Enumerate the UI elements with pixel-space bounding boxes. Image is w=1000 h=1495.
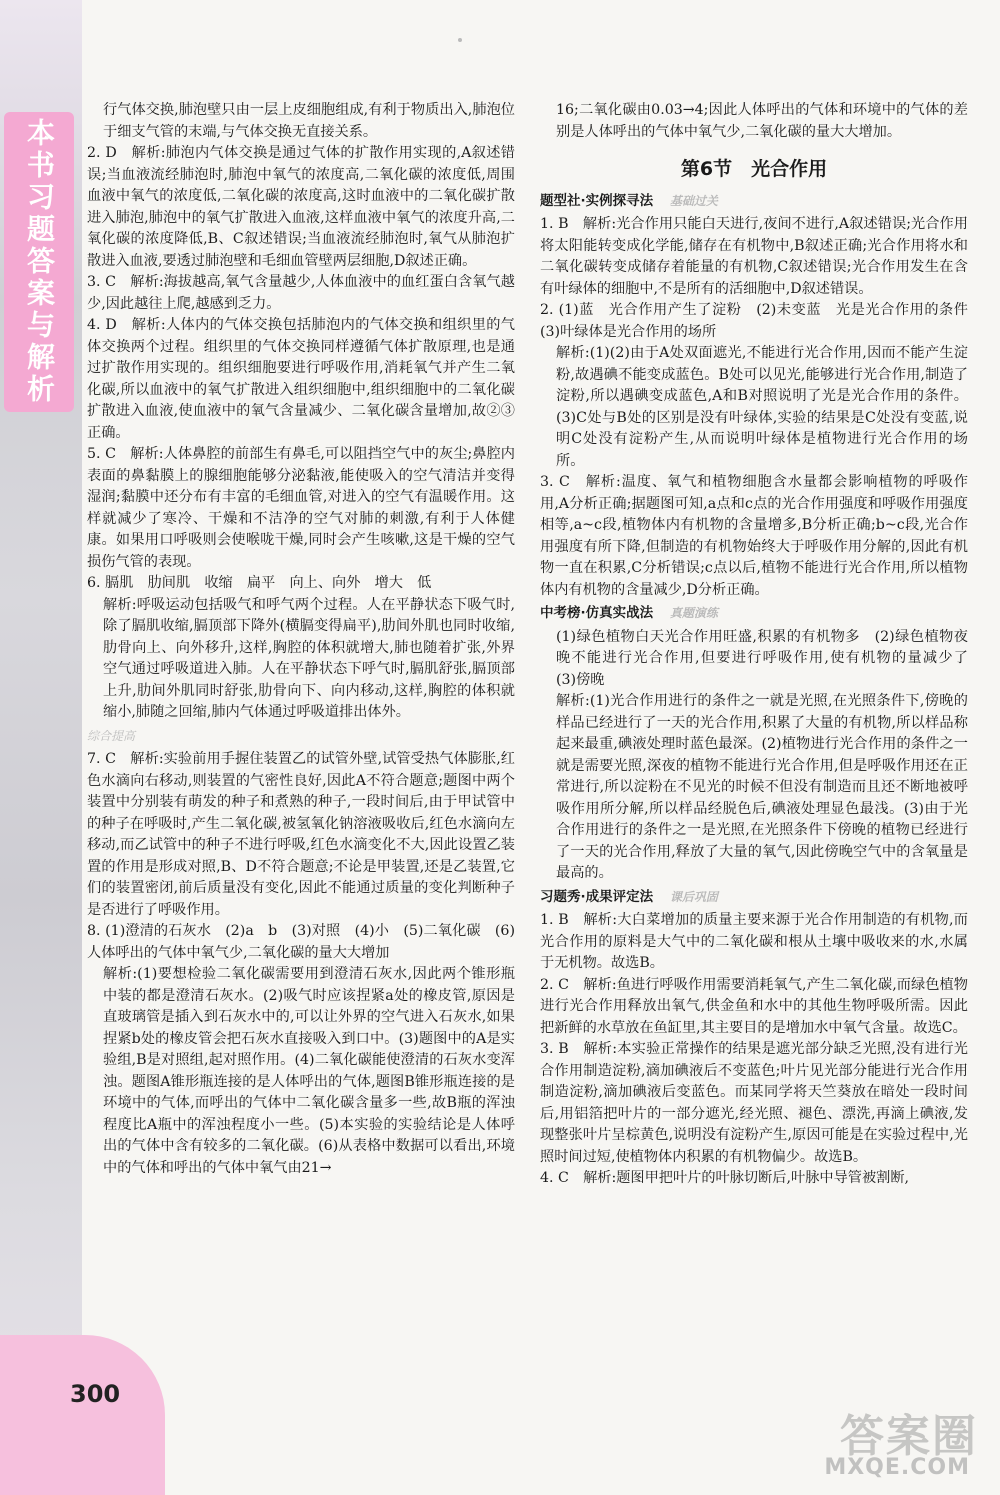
answer-2: 2. D 解析:肺泡内气体交换是通过气体的扩散作用实现的,A叙述错误;当血液流经肺泡时,肺泡中氧气的浓度高,二氧化碳的浓度低,周围血液中氧气的浓度低,二氧化碳的浓度高,这时血液中的二氧化碳扩散进入肺泡,肺泡中的氧气扩散进入血液,这样血液中氧气的浓度升高,二氧化碳的浓度降低,B、C叙述错误;当血液流经肺泡时,氧气从肺泡扩散进入血液,要透过肺泡壁和毛细血管壁两层细胞,D叙述正确。 [87, 145, 515, 269]
answer-4: 4. D 解析:人体内的气体交换包括肺泡内的气体交换和组织里的气体交换两个过程。组织里的气体交换同样遵循气体扩散原理,也是通过扩散作用实现的。组织细胞要进行呼吸作用,消耗氧气并产生二氧化碳,所以血液中的氧气扩散进入组织细胞中,组织细胞中的二氧化碳扩散进入血液,使血液中的氧气含量减少、二氧化碳含量增加,故②③正确。 [87, 317, 515, 441]
subsection-tag: 真题演练 [669, 606, 718, 620]
subsection-title: 习题秀·成果评定法 [540, 888, 654, 905]
answer-1: 1. B 解析:大白菜增加的质量主要来源于光合作用制造的有机物,而光合作用的原料是大气中的二氧化碳和根从土壤中吸收来的水,水属于无机物。故选B。 [540, 912, 968, 971]
left-paragraph: 行气体交换,肺泡壁只由一层上皮细胞组成,有利于物质出入,肺泡位于细支气管的末端,与气体交换无直接关系。 [103, 102, 515, 140]
answer-8: 8. (1)澄清的石灰水 (2)a b (3)对照 (4)小 (5)二氧化碳 (6)人体呼出的气体中氧气少,二氧化碳的量大大增加 [87, 923, 515, 961]
answer-8-analysis: 解析:(1)要想检验二氧化碳需要用到澄清石灰水,因此两个锥形瓶中装的都是澄清石灰水。(2)吸气时应该捏紧a处的橡皮管,原因是直玻璃管是插入到石灰水中的,可以让外界的空气进入石灰水,如果捏紧b处的橡皮管会把石灰水直接吸入到口中。(3)题图中的A是实验组,B是对照组,起对照作用。(4)二氧化碳能使澄清的石灰水变浑浊。题图A锥形瓶连接的是人体呼出的气体,题图B锥形瓶连接的是环境中的气体,而呼出的气体中二氧化碳含量多一些,故B瓶的浑浊程度比A瓶中的浑浊程度小一些。(5)本实验的实验结论是人体呼出的气体中含有较多的二氧化碳。(6)从表格中数据可以看出,环境中的气体和呼出的气体中氧气由21→ [103, 966, 515, 1176]
subsection-heading [540, 887, 968, 909]
spine-text: 本书习题答案与解析 [23, 118, 56, 406]
answer-3: 3. B 解析:本实验正常操作的结果是遮光部分缺乏光照,没有进行光合作用制造淀粉,滴加碘液后不变蓝色;叶片见光部分能进行光合作用制造淀粉,滴加碘液后变蓝色。而某同学将天竺葵放在暗处一段时间后,用铝箔把叶片的一部分遮光,经光照、褪色、漂洗,再滴上碘液,发现整张叶片呈棕黄色,说明没有淀粉产生,原因可能是在实验过程中,光照时间过短,使植物体内积累的有机物偏少。故选B。 [540, 1041, 968, 1165]
answer-3: 3. C 解析:温度、氧气和植物细胞含水量都会影响植物的呼吸作用,A分析正确;据题图可知,a点和c点的光合作用强度和呼吸作用强度相等,a~c段,植物体内有机物的含量增多,B分析正确;b~c段,光合作用强度有所下降,但制造的有机物始终大于呼吸作用分解的,因此有机物一直在积累,C分析错误;c点以后,植物不能进行光合作用,所以植物体内有机物的含量减少,D分析正确。 [540, 474, 968, 598]
watermark-logo: 答案圈 [840, 1411, 978, 1462]
subsection-heading [540, 603, 968, 625]
page-dot [458, 38, 462, 42]
sidebar [0, 0, 82, 1495]
right-column [540, 100, 983, 1190]
left-column [87, 100, 515, 1179]
subsection-title: 中考榜·仿真实战法 [540, 605, 654, 621]
subsection-heading [540, 191, 968, 213]
answer-7: 7. C 解析:实验前用手握住装置乙的试管外壁,试管受热气体膨胀,红色水滴向右移动,则装置的气密性良好,因此A不符合题意;题图中两个装置中分别装有萌发的种子和煮熟的种子,一段时间后,由于甲试管中的种子在呼吸时,产生二氧化碳,被氢氧化钠溶液吸收后,红色水滴向左移动,而乙试管中的种子不进行呼吸,红色水滴变化不大,因此设置乙装置的作用是形成对照,B、D不符合题意;不论是甲装置,还是乙装置,它们的装置密闭,前后质量没有变化,因此不能通过质量的变化判断种子是否进行了呼吸作用。 [87, 751, 515, 918]
answer-2: 2. (1)蓝 光合作用产生了淀粉 (2)未变蓝 光是光合作用的条件 (3)叶绿体是光合作用的场所 [540, 302, 983, 340]
section-title: 第6节 光合作用 [680, 158, 828, 180]
answer-2-analysis: 解析:(1)(2)由于A处双面遮光,不能进行光合作用,因而不能产生淀粉,故遇碘不能变成蓝色。B处可以见光,能够进行光合作用,制造了淀粉,所以遇碘变成蓝色,A和B对照说明了光是光合作用的条件。(3)C处与B处的区别是没有叶绿体,实验的结果是C处没有变蓝,说明C处没有淀粉产生,从而说明叶绿体是植物进行光合作用的场所。 [556, 345, 968, 469]
corner-decoration [0, 1335, 165, 1495]
answer-6-analysis: 解析:呼吸运动包括吸气和呼气两个过程。人在平静状态下吸气时,除了膈肌收缩,膈顶部下降外(横膈变得扁平),肋间外肌也同时收缩,肋骨向上、向外移升,这样,胸腔的体积就增大,肺也随着扩张,外界空气通过呼吸道进入肺。人在平静状态下呼气时,膈肌舒张,膈顶部上升,肋间外肌同时舒张,肋骨向下、向内移动,这样,胸腔的体积就缩小,肺随之回缩,肺内气体通过呼吸道排出体外。 [103, 596, 515, 720]
answer-5: 5. C 解析:人体鼻腔的前部生有鼻毛,可以阻挡空气中的灰尘;鼻腔内表面的鼻黏膜上的腺细胞能够分泌黏液,能使吸入的空气清洁并变得湿润;黏膜中还分布有丰富的毛细血管,对进入的空气有温暖作用。这样就减少了寒冷、干燥和不洁净的空气对肺的刺激,有利于人体健康。如果用口呼吸则会使喉咙干燥,同时会产生咳嗽,这是干燥的空气损伤气管的表现。 [87, 446, 515, 570]
subsection-tag: 基础过关 [669, 193, 718, 208]
answer-3: 3. C 解析:海拔越高,氧气含量越少,人体血液中的血红蛋白含氧气越少,因此越往上爬,越感到乏力。 [87, 274, 515, 312]
answer-exam-analysis: 解析:(1)光合作用进行的条件之一就是光照,在光照条件下,傍晚的样品已经进行了一天的光合作用,积累了大量的有机物,所以样品称起来最重,碘液处理时蓝色最深。(2)植物进行光合作用的条件之一就是需要光照,深夜的植物不能进行光合作用,但是呼吸作用还在正常进行,所以淀粉在不见光的时候不但没有制造而且还不断地被呼吸作用所分解,所以样品经脱色后,碘液处理显色最浅。(3)由于光合作用进行的条件之一是光照,在光照条件下傍晚的植物已经进行了一天的光合作用,释放了大量的氧气,因此傍晚空气中的含氧量是最高的。 [556, 693, 968, 881]
answer-1: 1. B 解析:光合作用只能白天进行,夜间不进行,A叙述错误;光合作用将太阳能转变成化学能,储存在有机物中,B叙述正确;光合作用将水和二氧化碳转变成储存着能量的有机物,C叙述错误;光合作用发生在含有叶绿体的细胞中,不是所有的活细胞中,D叙述错误。 [540, 216, 968, 297]
subsection-tag: 课后巩固 [669, 889, 718, 904]
spine-label [4, 112, 74, 412]
page-number: 300 [70, 1380, 121, 1408]
right-paragraph: 16;二氧化碳由0.03→4;因此人体呼出的气体和环境中的气体的差别是人体呼出的气体中氧气少,二氧化碳的量大大增加。 [556, 102, 968, 140]
answer-2: 2. C 解析:鱼进行呼吸作用需要消耗氧气,产生二氧化碳,而绿色植物进行光合作用释放出氧气,供金鱼和水中的其他生物呼吸所需。因此把新鲜的水草放在鱼缸里,其主要目的是增加水中氧气含量。故选C。 [540, 976, 968, 1036]
subsection-title: 题型社·实例探寻法 [540, 192, 654, 209]
answer-4: 4. C 解析:题图甲把叶片的叶脉切断后,叶脉中导管被割断, [540, 1170, 910, 1186]
watermark-url: MXQE.COM [824, 1455, 970, 1480]
section-label-comprehensive: 综合提高 [87, 728, 136, 743]
answer-6: 6. 膈肌 肋间肌 收缩 扁平 向上、向外 增大 低 [87, 575, 432, 591]
answer-exam: (1)绿色植物白天光合作用旺盛,积累的有机物多 (2)绿色植物夜晚不能进行光合作用,但要进行呼吸作用,使有机物的量减少了 (3)傍晚 [556, 628, 983, 688]
